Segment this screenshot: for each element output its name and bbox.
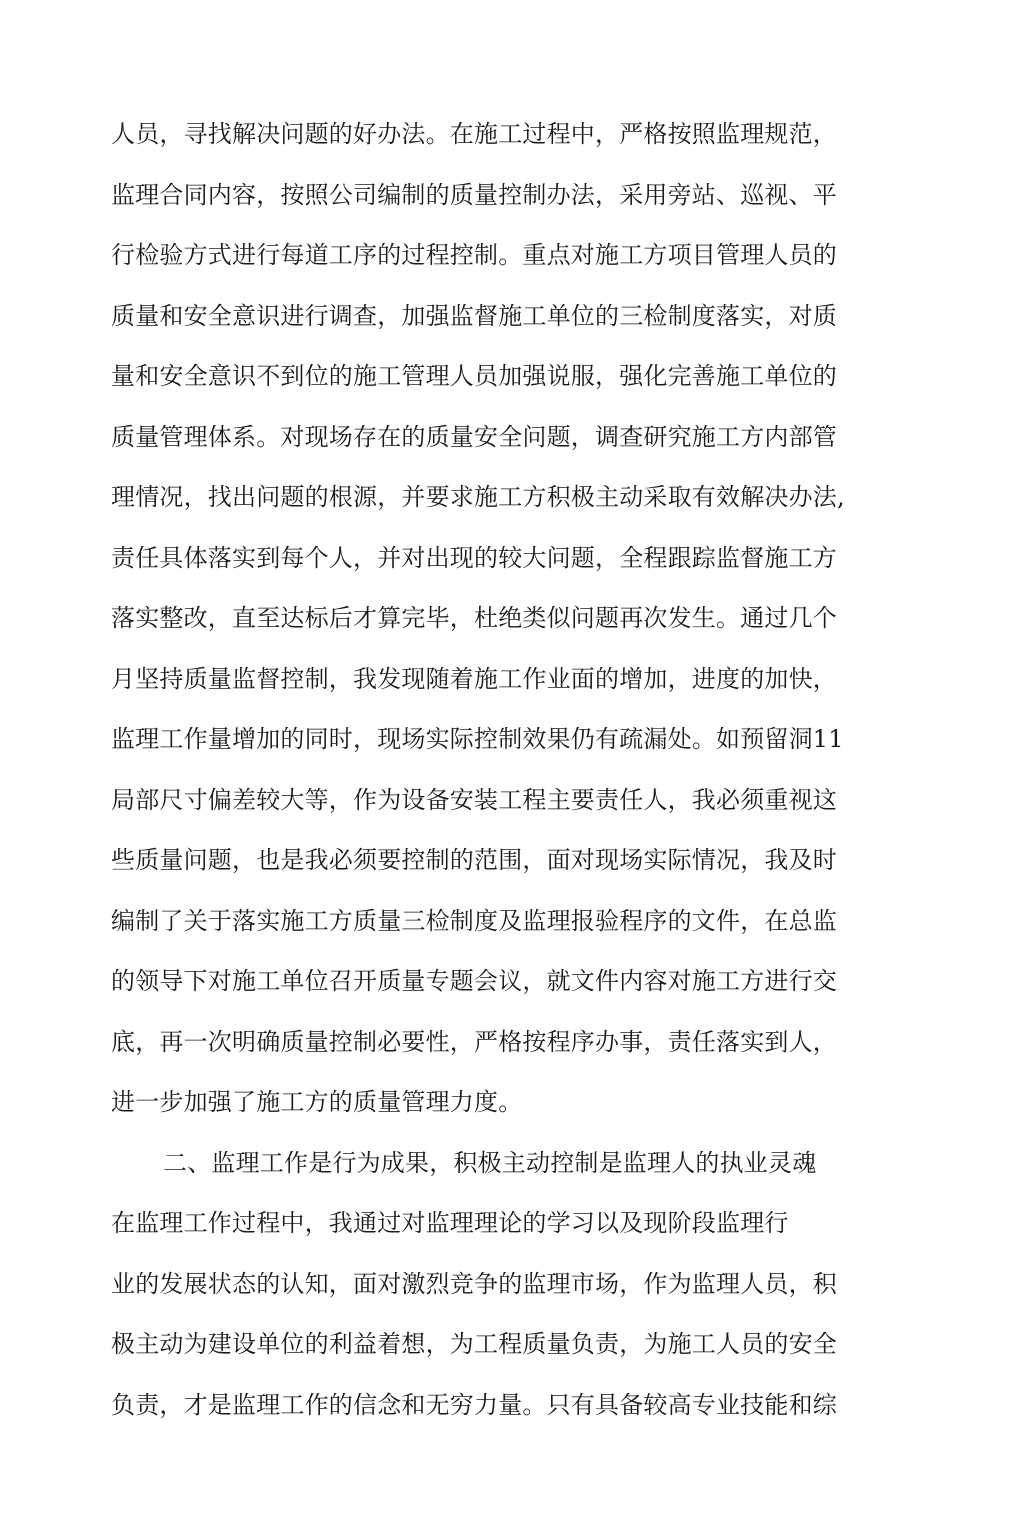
paragraph-line: 极主动为建设单位的利益着想，为工程质量负责，为施工人员的安全 xyxy=(111,1330,837,1358)
paragraph-line: 些质量问题，也是我必须要控制的范围，面对现场实际情况，我及时 xyxy=(111,846,837,874)
paragraph-line: 的领导下对施工单位召开质量专题会议，就文件内容对施工方进行交 xyxy=(111,967,837,995)
paragraph-line: 编制了关于落实施工方质量三检制度及监理报验程序的文件，在总监 xyxy=(111,907,837,935)
paragraph-line: 人员，寻找解决问题的好办法。在施工过程中，严格按照监理规范， xyxy=(111,120,837,148)
paragraph-line: 质量管理体系。对现场存在的质量安全问题，调查研究施工方内部管 xyxy=(111,423,837,451)
paragraph-line: 局部尺寸偏差较大等，作为设备安装工程主要责任人，我必须重视这 xyxy=(111,786,837,814)
paragraph-line: 业的发展状态的认知，面对激烈竞争的监理市场，作为监理人员，积 xyxy=(111,1270,837,1298)
paragraph-line: 落实整改，直至达标后才算完毕，杜绝类似问题再次发生。通过几个 xyxy=(111,604,837,632)
paragraph-line: 进一步加强了施工方的质量管理力度。 xyxy=(111,1088,523,1116)
paragraph-line: 月坚持质量监督控制，我发现随着施工作业面的增加，进度的加快， xyxy=(111,665,837,693)
paragraph-line: 行检验方式进行每道工序的过程控制。重点对施工方项目管理人员的 xyxy=(111,241,837,269)
paragraph-line: 责任具体落实到每个人，并对出现的较大问题，全程跟踪监督施工方 xyxy=(111,544,837,572)
paragraph-line: 量和安全意识不到位的施工管理人员加强说服，强化完善施工单位的 xyxy=(111,362,837,390)
paragraph-line: 负责，才是监理工作的信念和无穷力量。只有具备较高专业技能和综 xyxy=(111,1391,837,1419)
paragraph-line: 质量和安全意识进行调查，加强监督施工单位的三检制度落实，对质 xyxy=(111,302,837,330)
paragraph-line: 理情况，找出问题的根源，并要求施工方积极主动采取有效解决办法, xyxy=(111,483,845,511)
paragraph-line: 在监理工作过程中，我通过对监理理论的学习以及现阶段监理行 xyxy=(111,1209,789,1237)
paragraph-line: 监理合同内容，按照公司编制的质量控制办法，采用旁站、巡视、平 xyxy=(111,181,837,209)
section-heading: 二、监理工作是行为成果，积极主动控制是监理人的执业灵魂 xyxy=(163,1149,817,1177)
paragraph-line: 监理工作量增加的同时，现场实际控制效果仍有疏漏处。如预留洞11 xyxy=(111,725,844,753)
paragraph-line: 底，再一次明确质量控制必要性，严格按程序办事，责任落实到人， xyxy=(111,1028,837,1056)
